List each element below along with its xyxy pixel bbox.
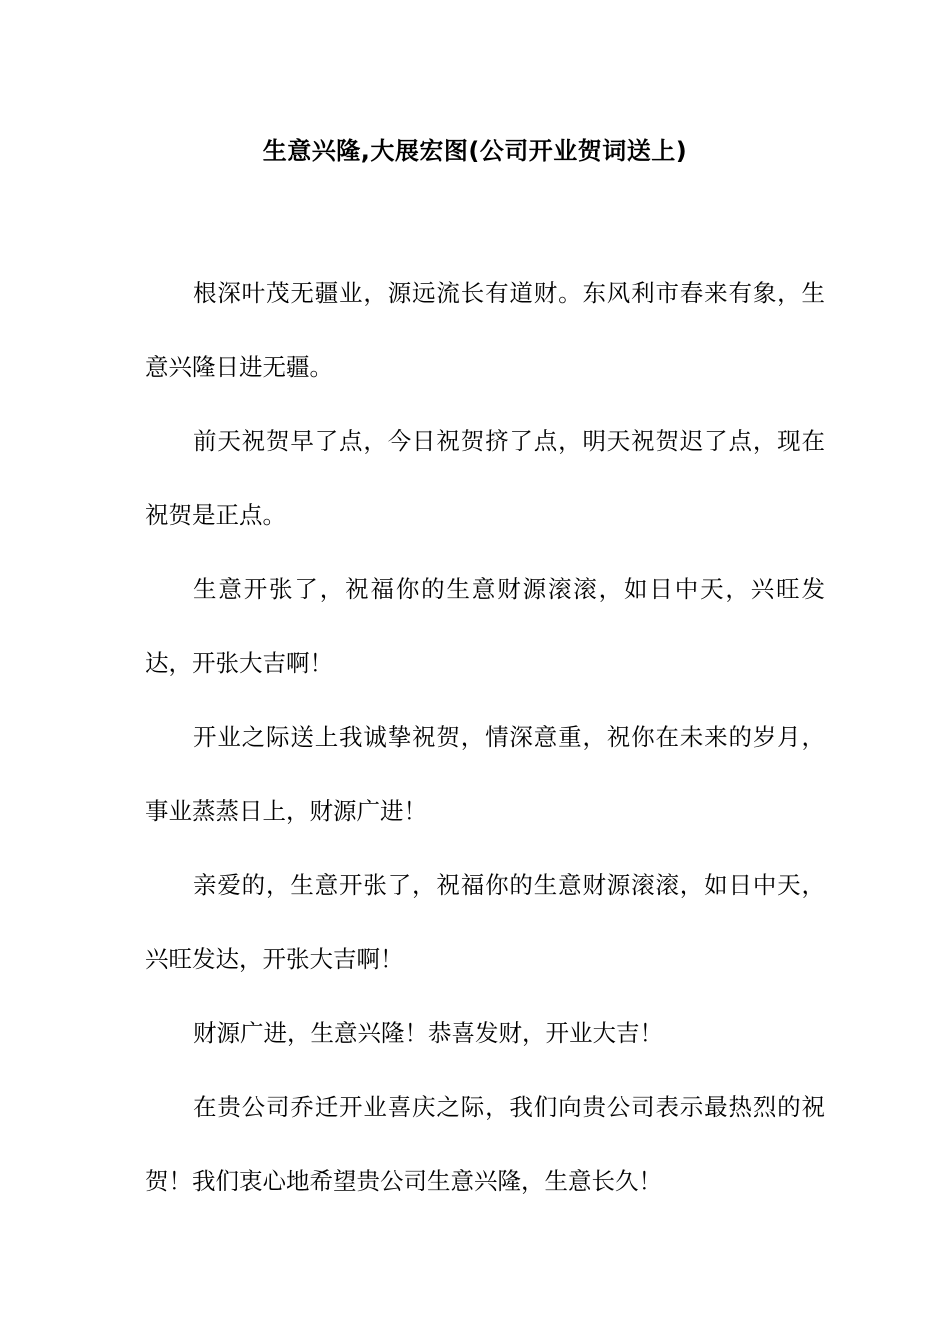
paragraph-1: 根深叶茂无疆业，源远流长有道财。东风利市春来有象，生意兴隆日进无疆。	[145, 279, 825, 381]
paragraph-7: 在贵公司乔迁开业喜庆之际，我们向贵公司表示最热烈的祝贺！我们衷心地希望贵公司生意兴隆，生意长久！	[145, 1093, 825, 1195]
document-body	[145, 256, 825, 1218]
paragraph-4: 开业之际送上我诚挚祝贺，情深意重，祝你在未来的岁月，事业蒸蒸日上，财源广进！	[145, 723, 825, 825]
paragraph-5: 亲爱的，生意开张了，祝福你的生意财源滚滚，如日中天，兴旺发达，开张大吉啊！	[145, 871, 825, 973]
document-title: 生意兴隆,大展宏图(公司开业贺词送上)	[262, 137, 688, 165]
paragraph-3: 生意开张了，祝福你的生意财源滚滚，如日中天，兴旺发达，开张大吉啊！	[145, 575, 825, 677]
paragraph-6: 财源广进，生意兴隆！恭喜发财，开业大吉！	[193, 1019, 663, 1047]
paragraph-2: 前天祝贺早了点，今日祝贺挤了点，明天祝贺迟了点，现在祝贺是正点。	[145, 427, 825, 529]
